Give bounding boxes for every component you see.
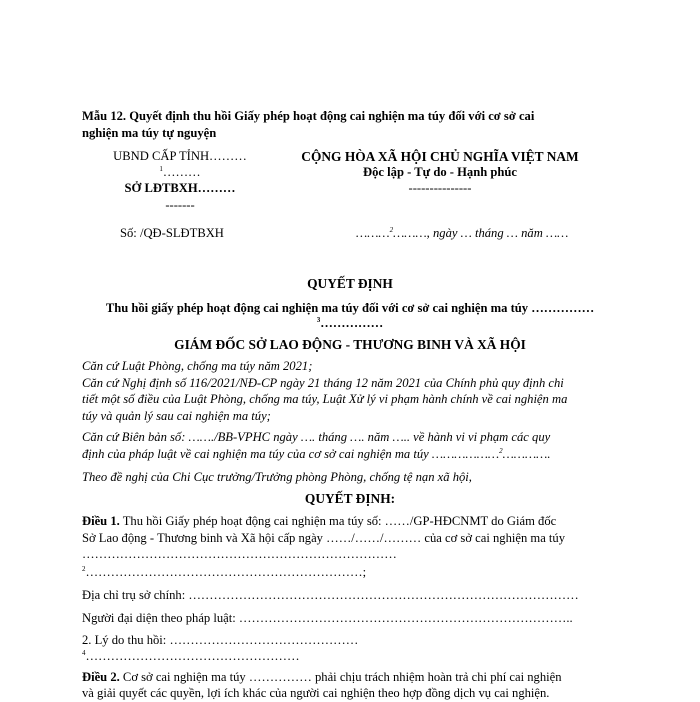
basis-proposal: Theo đề nghị của Chi Cục trưởng/Trưởng phòng Phòng, chống tệ nạn xã hội, (82, 470, 472, 484)
basis-decree-line2: tiết một số điều của Luật Phòng, chống ma túy, Luật Xử lý vi phạm hành chính về cai nghiện ma (82, 392, 568, 406)
basis-minutes-line1: Căn cứ Biên bản số: ……./BB-VPHC ngày …. tháng …. năm ….. về hành vi vi phạm các quy (82, 430, 551, 444)
ubnd-label: UBND CẤP TỈNH……… (113, 149, 247, 163)
footnote-2c: 2 (82, 564, 86, 573)
decision-subtitle-line1: Thu hồi giấy phép hoạt động cai nghiện ma túy đối với cơ sở cai nghiện ma túy …………… (105, 301, 595, 315)
article2-line2: và giải quyết các quyền, lợi ích khác của người cai nghiện theo hợp đồng dịch vụ cai nghiện. (82, 686, 550, 700)
authority-title: GIÁM ĐỐC SỞ LAO ĐỘNG - THƯƠNG BINH VÀ XÃ HỘI (174, 337, 526, 352)
decision-number: Số: /QĐ-SLĐTBXH (120, 226, 224, 240)
article2-label: Điều 2. (82, 670, 120, 684)
footnote-2b: 2 (499, 446, 503, 455)
ubnd-continuation: $^1$……… (159, 164, 201, 179)
decision-subtitle-line2: $^3$…………… (316, 315, 384, 330)
revocation-reason-cont: $^4$…………………………………………… (82, 648, 300, 663)
form-title-line1: Mẫu 12. Quyết định thu hồi Giấy phép hoạt động cai nghiện ma túy đối với cơ sở cai (82, 109, 535, 123)
basis-law: Căn cứ Luật Phòng, chống ma túy năm 2021; (82, 359, 313, 373)
basis-decree-line1: Căn cứ Nghị định số 116/2021/NĐ-CP ngày 21 tháng 12 năm 2021 của Chính phủ quy định chi (82, 376, 564, 390)
basis-decree-line3: túy và quản lý sau cai nghiện ma túy; (82, 409, 271, 423)
legal-representative-field: Người đại diện theo pháp luật: …………………………………………………………………….. (82, 611, 573, 625)
date-line: ………$^2$………, ngày … tháng … năm …… (356, 225, 569, 240)
article2-line1: Điều 2. Cơ sở cai nghiện ma túy …………… phải chịu trách nhiệm hoàn trả chi phí cai nghiện (82, 670, 562, 684)
footnote-4: 4 (82, 648, 86, 657)
article1-line2: Sở Lao động - Thương binh và Xã hội cấp ngày ……/……/……… của cơ sở cai nghiện ma túy (82, 531, 566, 545)
address-field: Địa chỉ trụ sở chính: ………………………………………………………………………………… (82, 588, 579, 602)
revocation-reason: 2. Lý do thu hồi: ……………………………………… (82, 633, 359, 647)
article1-line3: ………………………………………………………………… (82, 547, 397, 561)
article1-label: Điều 1. (82, 514, 120, 528)
footnote-1: 1 (159, 164, 163, 173)
form-title-line2: nghiện ma túy tự nguyện (82, 126, 217, 140)
motto: Độc lập - Tự do - Hạnh phúc (363, 165, 517, 179)
decision-title: QUYẾT ĐỊNH (307, 276, 393, 291)
decides-heading: QUYẾT ĐỊNH: (304, 491, 396, 506)
left-divider: ------- (165, 198, 195, 212)
article1-line1: Điều 1. Thu hồi Giấy phép hoạt động cai nghiện ma túy số: ……/GP-HĐCNMT do Giám đốc (82, 514, 557, 528)
footnote-2: 2 (389, 225, 394, 234)
footnote-3: 3 (316, 315, 321, 324)
basis-minutes-line2: định của pháp luật về cai nghiện ma túy của cơ sở cai nghiện ma túy ………………$^2$…………. (82, 446, 551, 461)
republic-title: CỘNG HÒA XÃ HỘI CHỦ NGHĨA VIỆT NAM (301, 149, 579, 164)
right-divider: --------------- (408, 181, 472, 195)
article1-line4: $^2$…………………………………………………………; (82, 564, 367, 579)
department-label: SỞ LĐTBXH……… (124, 181, 236, 195)
